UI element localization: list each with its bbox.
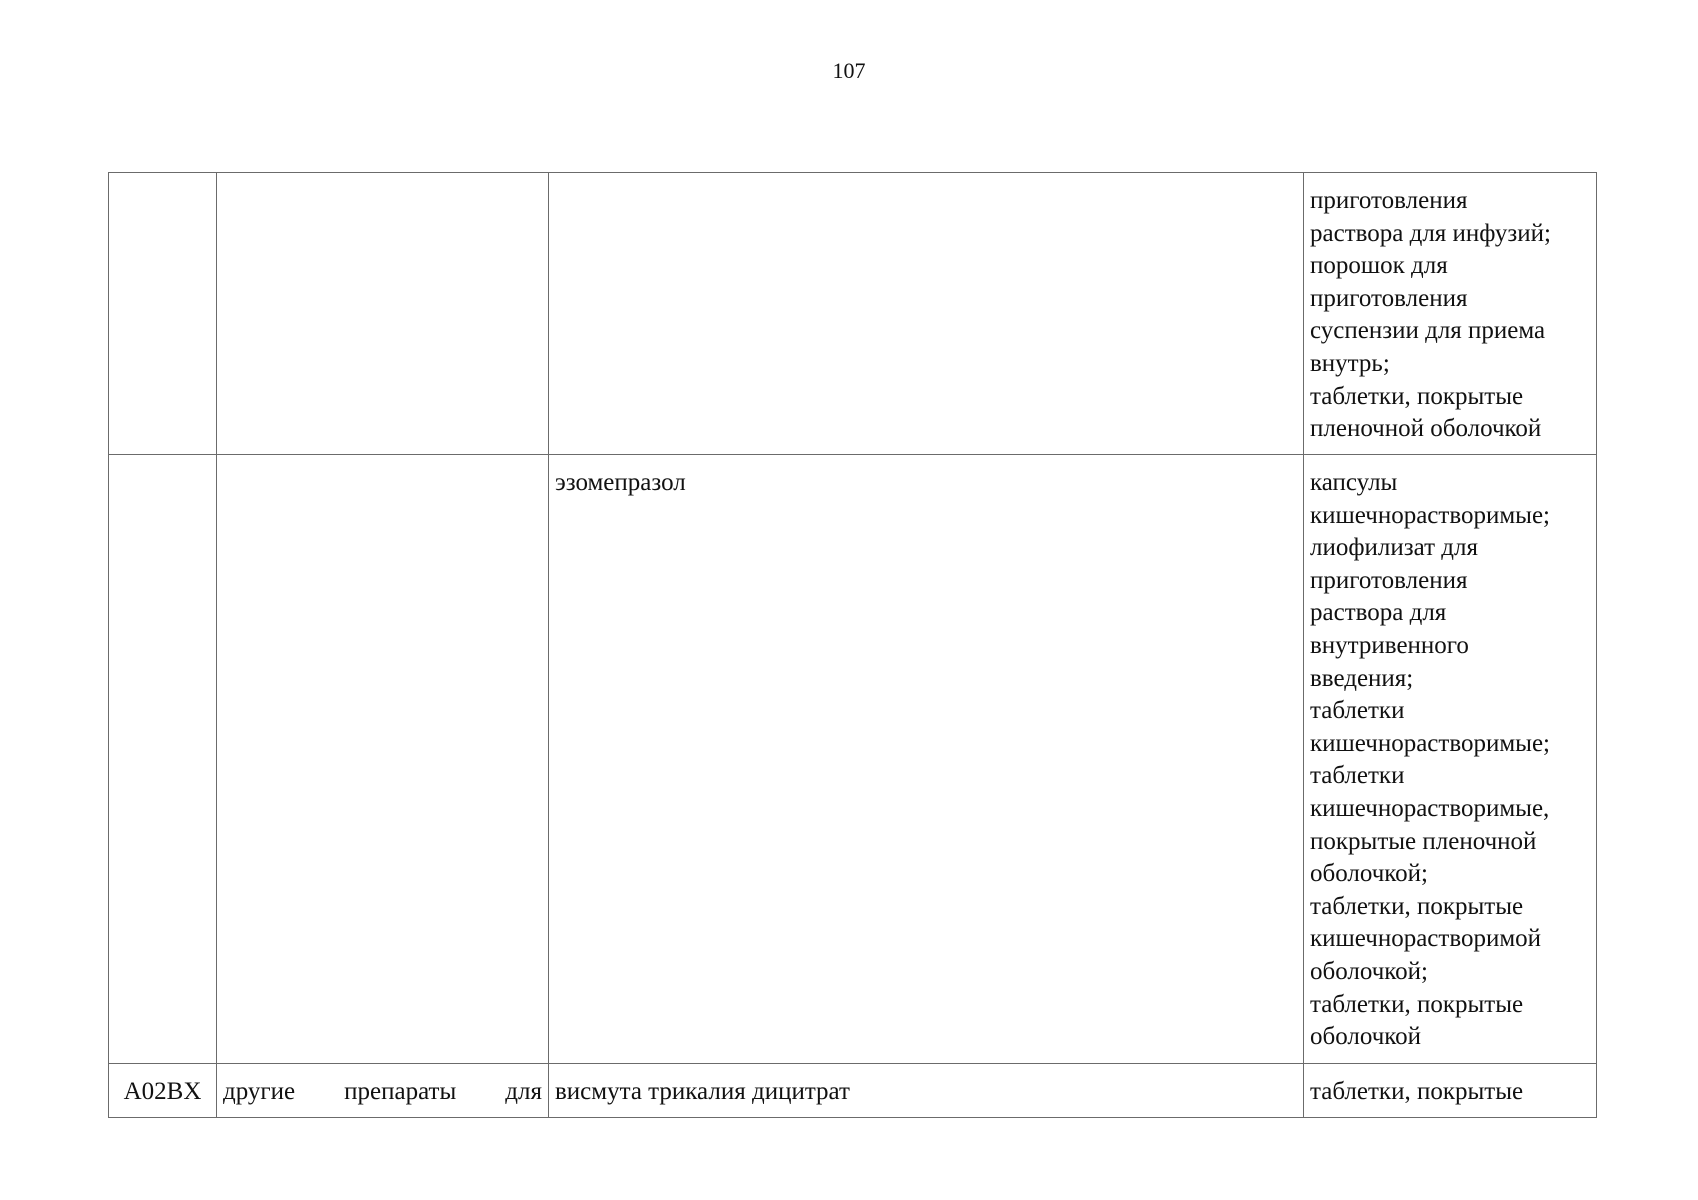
dosage-form-line: порошок для [1310, 252, 1448, 280]
dosage-form-line: раствора для [1310, 599, 1447, 627]
dosage-form-line: оболочкой; [1310, 957, 1428, 985]
substance-cell: эзомепразол [549, 455, 1304, 1064]
table-row [109, 1064, 1597, 1118]
dosage-form-line: суспензии для приема [1310, 317, 1546, 345]
dosage-form-line: таблетки [1310, 762, 1405, 790]
dosage-form-line: таблетки, покрытые [1310, 382, 1524, 410]
table-row [109, 173, 1597, 455]
dosage-form-line: кишечнорастворимые, [1310, 794, 1550, 822]
dosage-form-line: раствора для инфузий; [1310, 219, 1551, 247]
dosage-form-line: таблетки, покрытые [1310, 1078, 1524, 1105]
dosage-form-line: введения; [1310, 664, 1414, 692]
dosage-form-line: оболочкой [1310, 1023, 1422, 1051]
group-cell [217, 173, 549, 455]
substance-cell [549, 173, 1304, 455]
atc-code-cell [109, 173, 217, 455]
dosage-form-line: внутривенного [1310, 631, 1469, 659]
dosage-form-line: оболочкой; [1310, 860, 1428, 888]
dosage-form-line: кишечнорастворимые; [1310, 729, 1550, 757]
dosage-form-line: кишечнорастворимые; [1310, 501, 1550, 529]
dosage-form-line: лиофилизат для [1310, 534, 1478, 562]
dosage-form-line: приготовления [1310, 284, 1468, 312]
group-cell: другие препараты для [217, 1064, 549, 1118]
dosage-form-line: таблетки, покрытые [1310, 892, 1524, 920]
dosage-forms-cell [1304, 173, 1597, 455]
dosage-forms-cell [1304, 1064, 1597, 1118]
dosage-form-line: покрытые пленочной [1310, 827, 1537, 855]
drug-table [108, 172, 1597, 1118]
page-number: 107 [832, 58, 866, 83]
dosage-form-line: внутрь; [1310, 349, 1390, 377]
dosage-form-line: таблетки, покрытые [1310, 990, 1524, 1018]
dosage-form-line: приготовления [1310, 566, 1468, 594]
substance-cell: висмута трикалия дицитрат [549, 1064, 1304, 1118]
table-row [109, 455, 1597, 1064]
group-cell [217, 455, 549, 1064]
dosage-form-line: таблетки [1310, 697, 1405, 725]
dosage-form-line: кишечнорастворимой [1310, 925, 1542, 953]
dosage-forms-cell [1304, 455, 1597, 1064]
atc-code-cell: A02BX [109, 1064, 217, 1118]
dosage-form-line: капсулы [1310, 469, 1398, 496]
dosage-form-line: пленочной оболочкой [1310, 415, 1542, 443]
atc-code-cell [109, 455, 217, 1064]
dosage-form-line: приготовления [1310, 187, 1468, 214]
